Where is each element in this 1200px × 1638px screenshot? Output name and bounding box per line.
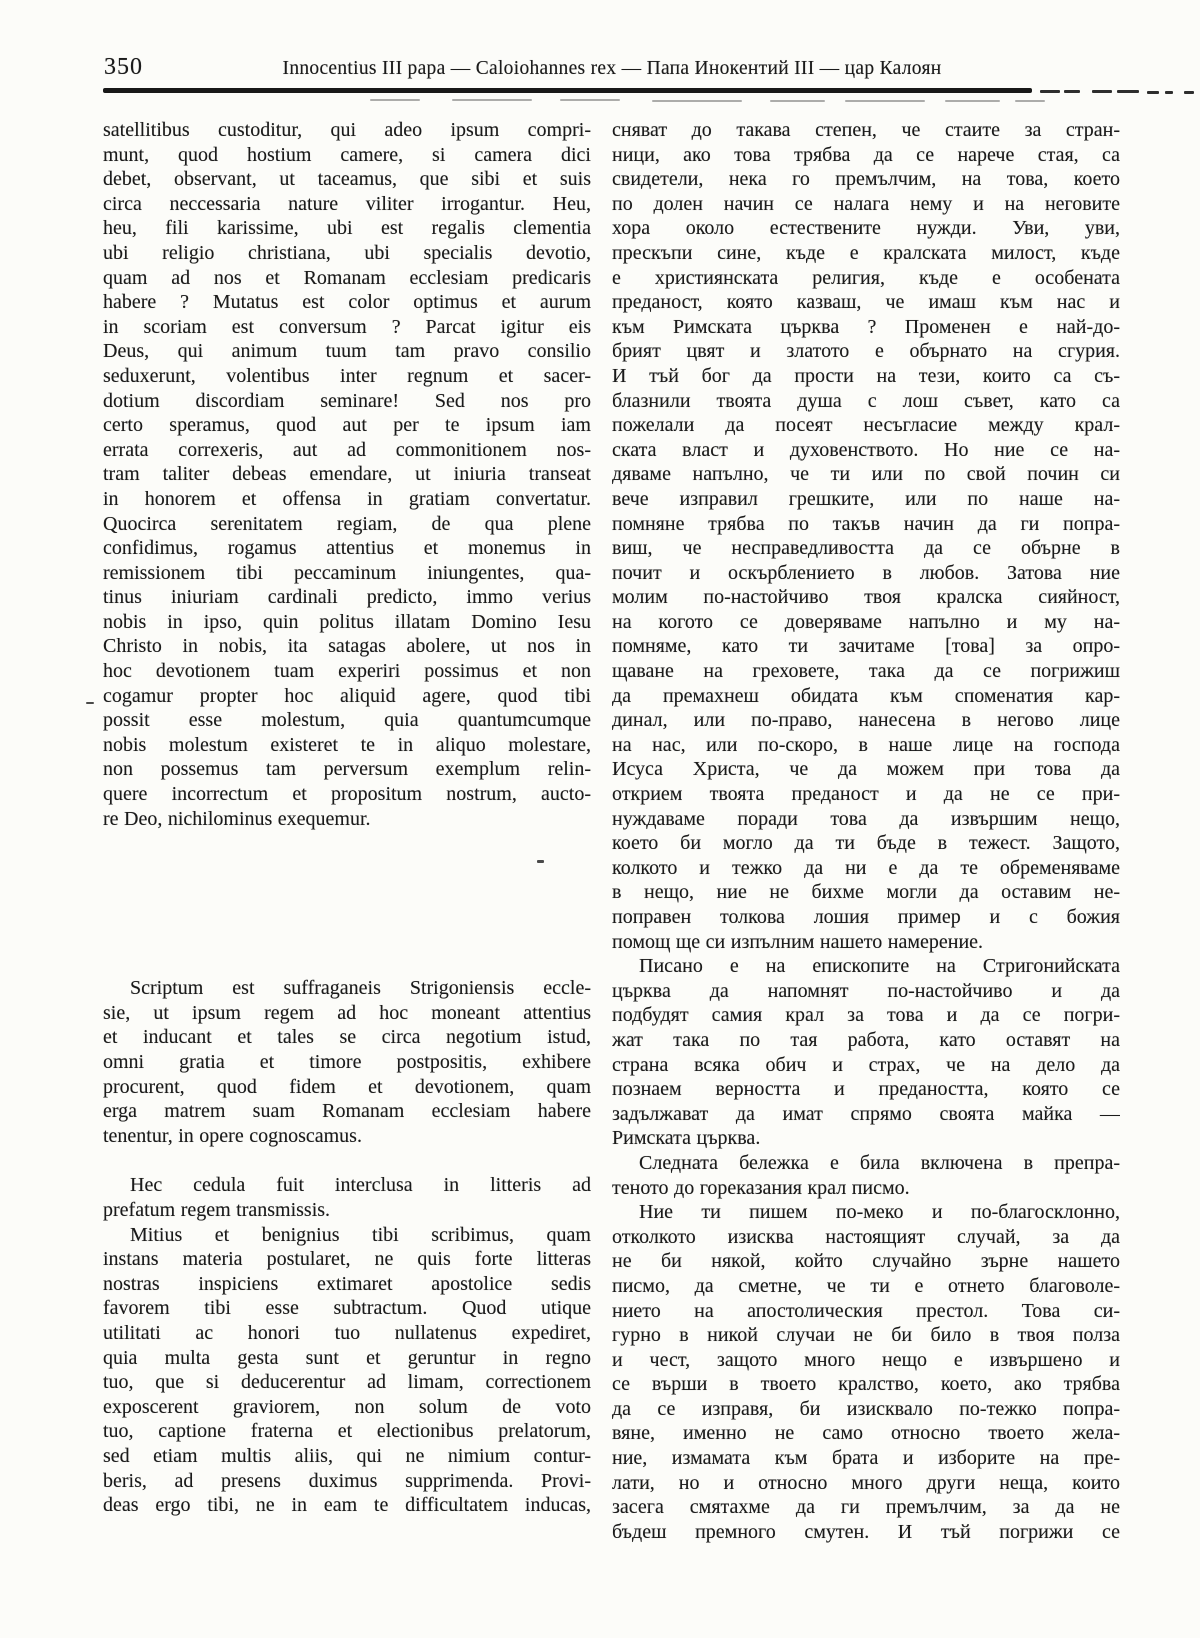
paragraph [103, 976, 591, 1148]
rule-dash [1147, 91, 1159, 94]
rule-dash [1064, 90, 1080, 93]
text-line: открием твоята преданост и да не се при- [612, 783, 1120, 806]
paragraph [612, 1200, 1120, 1544]
text-line: nobis molestum existeret te in aliquo molestare, [103, 733, 591, 756]
rule-echo [652, 100, 742, 102]
text-line: nobis in ipso, quin politus illatam Domino Iesu [103, 610, 591, 633]
text-line: подбудят самия крал за това и да се погри- [612, 1004, 1120, 1027]
text-line: omni gratia et timore postpositis, exhibere [103, 1051, 591, 1073]
rule-dash [1165, 91, 1173, 94]
text-line: possit esse molestum, quia quantumcumque [103, 709, 591, 732]
text-line: да се изправя, би изисквало по-тежко попра- [612, 1397, 1120, 1420]
text-line: nostras inspiciens extimaret apostolice sedis [103, 1272, 591, 1295]
text-line: жат така по тая работа, като оставят на [612, 1028, 1120, 1051]
text-line: quere incorrectum et propositum nostrum, aucto- [103, 783, 591, 806]
text-line: debet, observant, ut taceamus, que sibi et suis [103, 168, 591, 191]
text-line: щаване на греховете, така да се погрижиш [612, 660, 1120, 683]
text-line: преданост, която казваш, че имаш към нас и [612, 291, 1120, 314]
text-line: колкото и тежко да ни е да те обременяваме [612, 856, 1120, 879]
text-line: Римската църква. [612, 1127, 761, 1150]
text-line: брият цвят и златото е обърнато на сгурия. [612, 340, 1120, 363]
paragraph [103, 1173, 591, 1222]
rule-dash [1040, 90, 1060, 93]
text-line: favorem tibi esse subtractum. Quod utique [103, 1297, 591, 1320]
text-line: и чест, защото много нещо е извършено и [612, 1348, 1120, 1371]
text-line: dotium discordiam seminare! Sed nos pro [103, 389, 591, 412]
text-line: нуждаваме поради това да извършим нещо, [612, 807, 1120, 830]
text-line: in honorem et offensa in gratiam convertatur. [103, 487, 591, 510]
text-line: помняне трябва по такъв начин да ги попра- [612, 512, 1120, 535]
text-line: гурно в никой случаи не би било в твоя полза [612, 1324, 1120, 1347]
text-line: почит и оскърблението в любов. Затова ние [612, 561, 1120, 584]
text-line: Hec cedula fuit interclusa in litteris ad [130, 1174, 591, 1197]
latin-column [103, 118, 591, 1518]
text-line: отколкото изисква настоящият случай, за да [612, 1225, 1120, 1248]
text-line: вяне, именно не само относно твоето жела- [612, 1422, 1120, 1445]
text-line: erga matrem suam Romanam ecclesiam habere [103, 1100, 591, 1123]
text-line: certo speramus, quod aut per te ipsum iam [103, 414, 591, 437]
text-line: теното до гореказания крал писмо. [612, 1176, 910, 1199]
text-line: Scriptum est suffraganeis Strigoniensis eccle- [130, 977, 591, 1000]
text-line: църква да напомнят по-настойчиво и да [612, 979, 1120, 1002]
text-line: habere ? Mutatus est color optimus et aurum [103, 291, 591, 314]
page-number: 350 [104, 54, 143, 80]
text-line: quia multa gesta sunt et geruntur in regno [103, 1346, 591, 1369]
text-line: сняват до такава степен, че стаите за стран- [612, 119, 1120, 141]
text-line: Deus, qui animum tuum tam pravo consilio [103, 340, 591, 363]
text-line: дяваме напълно, че ти или по свой почин си [612, 463, 1120, 486]
text-line: пожелали да посеят несъгласие между крал- [612, 414, 1120, 437]
text-line: хора около естествените нужди. Уви, уви, [612, 217, 1120, 240]
text-line: се върши в твоето кралство, което, ако трябва [612, 1373, 1120, 1396]
scan-speck [537, 860, 544, 863]
text-line: към Римската църква ? Променен е най-до- [612, 315, 1120, 338]
text-line: засега смятахме да ги премълчим, за да не [612, 1496, 1120, 1519]
text-line: в нещо, ние не бихме могли да оставим не- [612, 881, 1120, 904]
rule-dash [1092, 90, 1112, 93]
text-line: Mitius et benignius tibi scribimus, quam [130, 1223, 591, 1246]
text-line: exposcerent graviorem, non solum de voto [103, 1395, 591, 1418]
text-line: prefatum regem transmissis. [103, 1198, 331, 1221]
text-line: на когото се доверяваме напълно и му на- [612, 610, 1120, 633]
text-line: tinus iniuriam cardinali predicto, immo verius [103, 586, 591, 609]
text-line: прескъпи сине, къде е кралската милост, къде [612, 241, 1120, 264]
text-line: hoc devotionem tuam experiri possimus et non [103, 660, 591, 683]
text-line: ници, ако това трябва да се нарече стая, са [612, 143, 1120, 166]
text-line: instans materia postularet, ne quis forte litteras [103, 1248, 591, 1271]
text-line: познаем верността и предаността, която се [612, 1078, 1120, 1101]
text-line: ската власт и духовенството. Но ние се на- [612, 438, 1120, 461]
text-columns [103, 118, 1120, 1544]
text-line: което би могло да ти бъде в тежест. Защото, [612, 832, 1120, 855]
text-line: tram taliter debeas emendare, ut iniuria transeat [103, 463, 591, 486]
text-line: cogamur propter hoc aliquid agere, quod tibi [103, 684, 591, 707]
text-line: Ние ти пишем по-меко и по-благосклонно, [639, 1201, 1120, 1224]
text-line: задължават да имат спрямо своята майка — [612, 1102, 1120, 1125]
paragraph [612, 954, 1120, 1151]
text-line: tenentur, in opere cognoscamus. [103, 1124, 362, 1147]
text-line: utilitati ac honori tuo nullatenus expediret, [103, 1321, 591, 1344]
paragraph [612, 1151, 1120, 1200]
text-line: heu, fili karissime, ubi est regalis clementia [103, 217, 591, 240]
text-line: виш, че несправедливостта да се обърне в [612, 537, 1120, 560]
text-line: да премахнеш обидата към споменатия кар- [612, 684, 1120, 707]
text-line: deas ergo tibi, ne in eam te difficultatem inducas, [103, 1494, 591, 1517]
paragraph [103, 118, 591, 831]
text-line: поправен толкова лошия пример и с божия [612, 906, 1120, 928]
header-rule-line [103, 88, 1032, 93]
text-line: И тъй бог да прости на тези, които са съ- [612, 364, 1120, 387]
text-line: Christo in nobis, ita satagas abolere, ut nos in [103, 635, 591, 658]
text-line: satellitibus custoditur, qui adeo ipsum compri- [103, 119, 591, 141]
rule-echo [560, 99, 620, 101]
text-line: remissionem tibi peccaminum iniungentes, qua- [103, 561, 591, 584]
text-line: tuo, que si deducerentur ad limam, correctionem [103, 1371, 591, 1394]
rule-echo [1015, 100, 1045, 102]
text-line: молим по-настойчиво твоя кралска сияйност, [612, 586, 1120, 609]
text-line: писмо, да сметне, че ти е отнето благоволе- [612, 1274, 1120, 1297]
text-line: свидетели, нека го премълчим, на това, което [612, 168, 1120, 191]
paragraph [103, 1223, 591, 1518]
running-header: Innocentius III papa — Caloiohannes rex — Папа Инокентий III — цар Калоян [282, 58, 942, 79]
text-line: quam ad nos et Romanam ecclesiam predicaris [103, 266, 591, 289]
text-line: на нас, или по-скоро, в наше лице на господа [612, 733, 1120, 756]
text-line: errata correxeris, aut ad commonitionem nos- [103, 438, 591, 461]
text-line: in scoriam est conversum ? Parcat igitur eis [103, 315, 591, 338]
rule-echo [845, 100, 925, 102]
text-line: помощ ще си изпълним нашето намерение. [612, 930, 984, 953]
rule-echo [370, 99, 420, 101]
text-line: по долен начин се налага нему и на неговите [612, 192, 1120, 215]
text-line: страна всяка обич и страх, че на дело да [612, 1053, 1120, 1076]
text-line: блазнили твоята душа с лош съвет, като са [612, 389, 1120, 412]
text-line: динал, или по-право, нанесена в негово лице [612, 709, 1120, 732]
rule-echo [770, 100, 825, 102]
text-line: circa neccessaria nature viliter irrogantur. Heu, [103, 192, 591, 215]
rule-dash [1184, 91, 1194, 94]
text-line: re Deo, nichilominus exequemur. [103, 807, 371, 830]
text-line: munt, quod hostium camere, si camera dici [103, 143, 591, 166]
text-line: beris, ad presens duximus supprimenda. Provi- [103, 1469, 591, 1492]
text-line: sie, ut ipsum regem ad hoc moneant attentius [103, 1001, 591, 1024]
text-line: ние, измамата към брата и изборите на пре- [612, 1447, 1120, 1470]
text-line: Писано е на епископите на Стригонийската [639, 955, 1120, 978]
text-line: procurent, quod fidem et devotionem, quam [103, 1075, 591, 1098]
text-line: et inducant et tales se circa negotium istud, [103, 1026, 591, 1049]
text-line: sed etiam multis aliis, qui ne nimium contur- [103, 1444, 591, 1467]
bulgarian-column [612, 118, 1120, 1544]
text-line: Quocirca serenitatem regiam, de qua plene [103, 512, 591, 535]
text-line: Исуса Христа, че да можем при това да [612, 758, 1120, 781]
text-line: нието на апостолическия престол. Това си- [612, 1299, 1120, 1322]
text-line: confidimus, rogamus attentius et monemus in [103, 537, 591, 560]
text-line: tuo, captione fraterna et electionibus prelatorum, [103, 1420, 591, 1443]
text-line: seduxerunt, volentibus inter regnum et sacer- [103, 364, 591, 387]
text-line: помняме, като ти зачитаме [това] за опро- [612, 635, 1120, 658]
paragraph [612, 118, 1120, 954]
text-line: ubi religio christiana, ubi specialis devotio, [103, 241, 591, 264]
rule-dash [1117, 90, 1139, 93]
text-line: вече изправил грешките, или по наше на- [612, 487, 1120, 510]
rule-echo [945, 100, 1000, 102]
text-line: non possemus tam perversum exemplum relin- [103, 758, 591, 781]
rule-echo [452, 99, 532, 101]
text-line: лати, но и относно много други неща, които [612, 1471, 1120, 1494]
text-line: Следната бележка е била включена в препра- [639, 1151, 1120, 1174]
text-line: бъдеш премного смутен. И тъй погрижи се [612, 1520, 1120, 1543]
scan-speck [86, 702, 94, 704]
text-line: е християнската религия, къде е особената [612, 266, 1120, 289]
text-line: не би някой, който случайно зърне нашето [612, 1250, 1120, 1273]
